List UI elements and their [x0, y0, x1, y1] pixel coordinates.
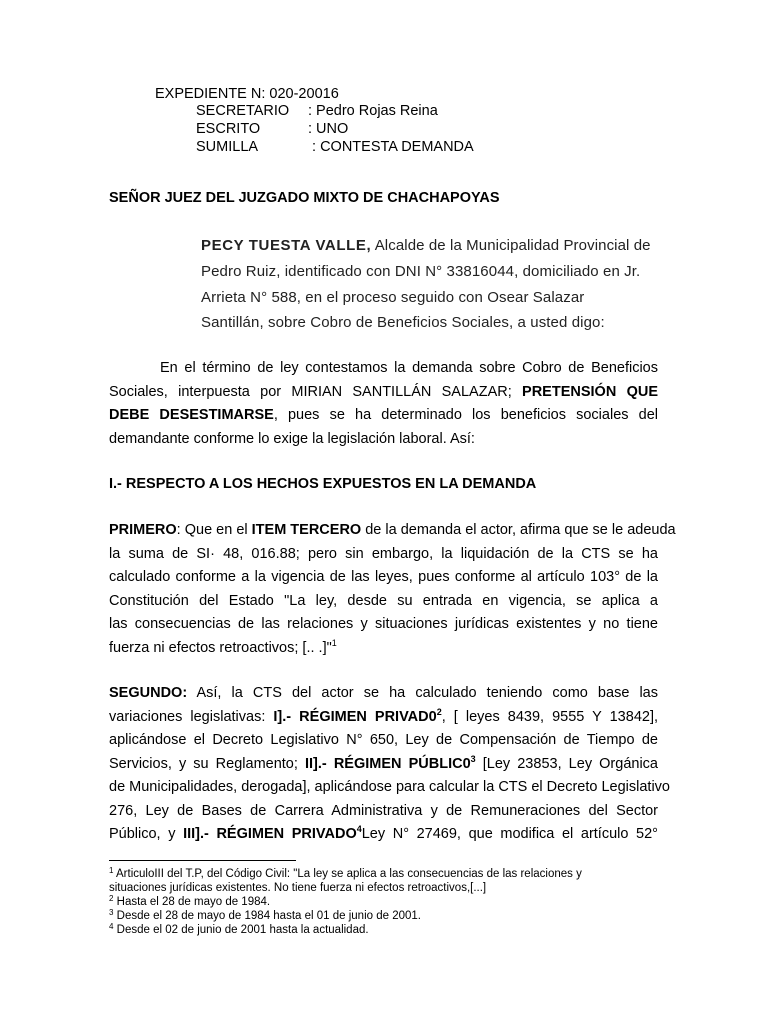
text-run: , [ leyes 8439, 9555 Y 13842],	[441, 708, 658, 725]
paragraph-line	[109, 637, 658, 661]
court-addressee: SEÑOR JUEZ DEL JUZGADO MIXTO DE CHACHAPOYAS	[109, 190, 500, 206]
footnote-number: 2	[109, 894, 114, 903]
paragraph-line: En el término de ley contestamos la demanda sobre Cobro de Beneficios	[160, 360, 658, 376]
text-run: fuerza ni efectos retroactivos; [.. .]"	[109, 639, 332, 656]
header-label: ESCRITO	[196, 121, 261, 137]
header-row-sumilla	[196, 139, 474, 156]
text-run: [Ley 23853, Ley Orgánica	[475, 755, 658, 772]
header-value: : Pedro Rojas Reina	[308, 103, 438, 119]
text-run: de la demanda el actor, afirma que se le adeuda	[361, 522, 676, 538]
intro-line-4: Santillán, sobre Cobro de Beneficios Sociales, a usted digo:	[201, 314, 605, 331]
paragraph-line	[109, 381, 658, 405]
text-run: Ley N° 27469, que modifica el artículo 52°	[361, 826, 658, 842]
text-run-bold: PRIMERO	[109, 522, 177, 538]
paragraph-line	[109, 404, 658, 428]
footnote-number: 1	[109, 866, 114, 875]
text-run: Sociales, interpuesta por MIRIAN SANTILLÁN SALAZAR;	[109, 383, 523, 400]
text-run-bold: III].- RÉGIMEN PRIVADO	[183, 826, 357, 842]
footnote-number: 3	[109, 908, 114, 917]
footnote-3	[109, 909, 421, 923]
paragraph-line: demandante conforme lo exige la legislación laboral. Así:	[109, 430, 475, 447]
paragraph-segundo	[109, 682, 670, 847]
text-run: Público, y	[109, 826, 184, 842]
text-run-bold: SEGUNDO:	[109, 685, 188, 701]
intro-line-2: Pedro Ruiz, identificado con DNI N° 33816044, domiciliado en Jr.	[201, 263, 641, 280]
text-run-bold: II].- RÉGIMEN PÚBLIC0	[305, 755, 471, 772]
text-run-bold: PRETENSIÓN QUE	[522, 383, 658, 400]
text-run-bold: I].- RÉGIMEN PRIVAD0	[273, 708, 437, 725]
expediente-line: EXPEDIENTE N: 020-20016	[155, 86, 339, 102]
text-run-bold: ITEM TERCERO	[251, 522, 362, 538]
footnote-2	[109, 895, 270, 909]
paragraph-line	[109, 682, 658, 706]
header-row-escrito	[196, 121, 348, 138]
header-row-secretario	[196, 103, 438, 120]
intro-text: Alcalde de la Municipalidad Provincial de	[371, 237, 651, 254]
paragraph-line: calculado conforme a la vigencia de las leyes, pues conforme al artículo 103° de la	[109, 569, 658, 585]
paragraph-line: aplicándose el Decreto Legislativo N° 650, Ley de Compensación de Tiempo de	[109, 732, 658, 748]
footnote-line	[109, 867, 582, 881]
header-label: SECRETARIO	[196, 103, 290, 119]
footnote-text: Desde el 28 de mayo de 1984 hasta el 01 de junio de 2001.	[113, 910, 421, 922]
text-run: , pues se ha determinado los beneficios sociales del	[273, 407, 658, 423]
footnote-4	[109, 923, 369, 937]
footnote-line: situaciones jurídicas existentes. No tiene fuerza ni efectos retroactivos,[...]	[109, 882, 487, 894]
paragraph-contestacion	[109, 357, 658, 451]
text-run-bold: DEBE DESESTIMARSE	[109, 407, 274, 423]
section-heading: I.- RESPECTO A LOS HECHOS EXPUESTOS EN LA DEMANDA	[109, 476, 537, 492]
footnote-ref: 1	[331, 637, 337, 648]
footnote-ref: 2	[436, 706, 442, 717]
header-value: : CONTESTA DEMANDA	[308, 139, 474, 155]
paragraph-line: Constitución del Estado "La ley, desde su entrada en vigencia, se aplica a	[109, 592, 658, 609]
paragraph-line: 276, Ley de Bases de Carrera Administrativa y de Remuneraciones del Sector	[109, 802, 658, 819]
text-run: variaciones legislativas:	[109, 708, 274, 725]
paragraph-line: de Municipalidades, derogada], aplicándose para calcular la CTS el Decreto Legislativo	[109, 779, 670, 795]
text-run: Así, la CTS del actor se ha calculado teniendo como base las	[187, 685, 658, 701]
footnote-ref: 3	[470, 753, 476, 764]
intro-line-3: Arrieta N° 588, en el proceso seguido con Osear Salazar	[201, 289, 585, 306]
footnote-text: ArticuloIII del T.P, del Código Civil: "La ley se aplica a las consecuencias de las relaciones y	[113, 868, 582, 880]
paragraph-line: la suma de SI· 48, 016.88; pero sin embargo, la liquidación de la CTS se ha	[109, 545, 658, 562]
intro-line-1	[201, 237, 651, 254]
footnote-separator	[109, 860, 296, 861]
text-run: Servicios, y su Reglamento;	[109, 755, 305, 772]
footnote-text: Hasta el 28 de mayo de 1984.	[113, 896, 271, 908]
text-run: : Que en el	[176, 522, 252, 538]
paragraph-line	[109, 753, 658, 777]
paragraph-line: las consecuencias de las relaciones y situaciones jurídicas existentes y no tiene	[109, 616, 658, 632]
footnote-1	[109, 867, 582, 895]
paragraph-primero	[109, 519, 676, 660]
footnote-ref: 4	[356, 824, 362, 834]
paragraph-line	[109, 519, 676, 543]
header-label: SUMILLA	[196, 139, 259, 155]
footnote-text: Desde el 02 de junio de 2001 hasta la actualidad.	[113, 924, 369, 936]
plaintiff-name: PECY TUESTA VALLE,	[201, 237, 372, 254]
footnote-number: 4	[109, 922, 114, 931]
header-value: : UNO	[308, 121, 349, 137]
paragraph-line	[109, 823, 658, 847]
paragraph-line	[109, 706, 658, 730]
